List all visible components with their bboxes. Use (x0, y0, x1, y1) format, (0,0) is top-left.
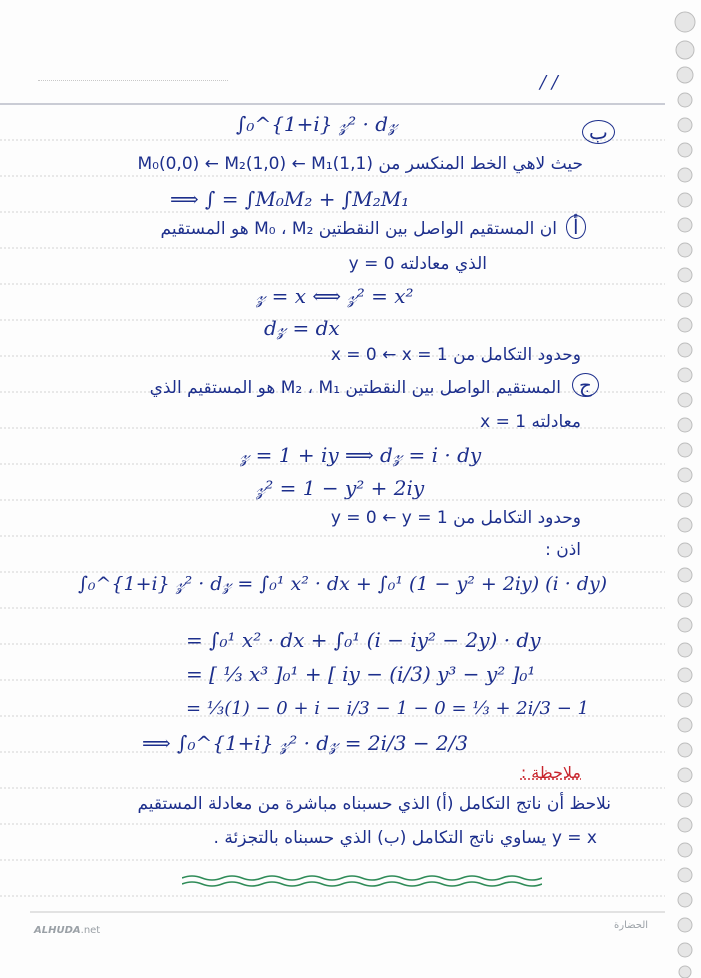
split-integral: ⟹ ∫ = ∫M₀M₂ + ∫M₂M₁ (170, 187, 410, 211)
segment-2-equation: معادلته x = 1 (480, 412, 581, 432)
z-equals-x: 𝓏 = x ⟺ 𝓏² = x² (256, 284, 414, 308)
part-b-badge: ب (582, 120, 615, 144)
note-line-2: y = x يساوي ناتج التكامل (ب) الذي حسبناه بالتجزئة . (213, 828, 597, 848)
z-squared-expansion: 𝓏² = 1 − y² + 2iy (256, 476, 425, 500)
antiderivatives: = [ ⅓ x³ ]₀¹ + [ iy − (i/3) y³ − y² ]₀¹ (186, 662, 536, 686)
segment-2-desc: المستقيم الواصل بين النقطتين M₂ ، M₁ هو المستقيم الذي (149, 378, 561, 398)
segment-1-limits: وحدود التكامل من x = 0 ← x = 1 (330, 345, 581, 365)
note-title: ملاحظة : (520, 763, 581, 782)
path-description: حيث لاهي الخط المنكسر من M₀(0,0) ← M₂(1,0) ← M₁(1,1) (137, 154, 583, 174)
footer-logo: ALHUDA.net (34, 925, 101, 936)
note-line-1: نلاحظ أن ناتج التكامل (أ) الذي حسبناه مباشرة من معادلة المستقيم (137, 794, 611, 814)
date-marks: / / (540, 72, 558, 93)
spiral-binding (667, 0, 701, 978)
segment-2-limits: وحدود التكامل من y = 0 ← y = 1 (330, 508, 581, 528)
evaluation: = ⅓(1) − 0 + i − i/3 − 1 − 0 = ⅓ + 2i/3 − 1 (186, 698, 589, 719)
combined-integral: ∫₀^{1+i} 𝓏² · d𝓏 = ∫₀¹ x² · dx + ∫₀¹ (1 − y² + 2iy) (i · dy) (78, 573, 608, 595)
final-result: ⟹ ∫₀^{1+i} 𝓏² · d𝓏 = 2i/3 − 2/3 (142, 731, 469, 755)
decorative-wavy-underline (182, 872, 542, 892)
integral-statement: ∫₀^{1+i} 𝓏² · d𝓏 (236, 112, 398, 136)
segment-1-desc: ان المستقيم الواصل بين النقطتين M₀ ، M₂ هو المستقيم (160, 219, 557, 239)
footer-brand: الحضارة (614, 920, 649, 931)
dz-equals-dx: d𝓏 = dx (264, 316, 340, 340)
part-c-badge: ج (572, 373, 599, 397)
header-dotted-line (38, 80, 228, 83)
therefore-label: اذن : (545, 540, 581, 560)
z-equals-1-plus-iy: 𝓏 = 1 + iy ⟹ d𝓏 = i · dy (240, 443, 482, 467)
simplified-integral: = ∫₀¹ x² · dx + ∫₀¹ (i − iy² − 2y) · dy (186, 628, 541, 652)
part-a-badge: أ (566, 215, 586, 239)
segment-1-equation: الذي معادلته y = 0 (348, 254, 487, 274)
